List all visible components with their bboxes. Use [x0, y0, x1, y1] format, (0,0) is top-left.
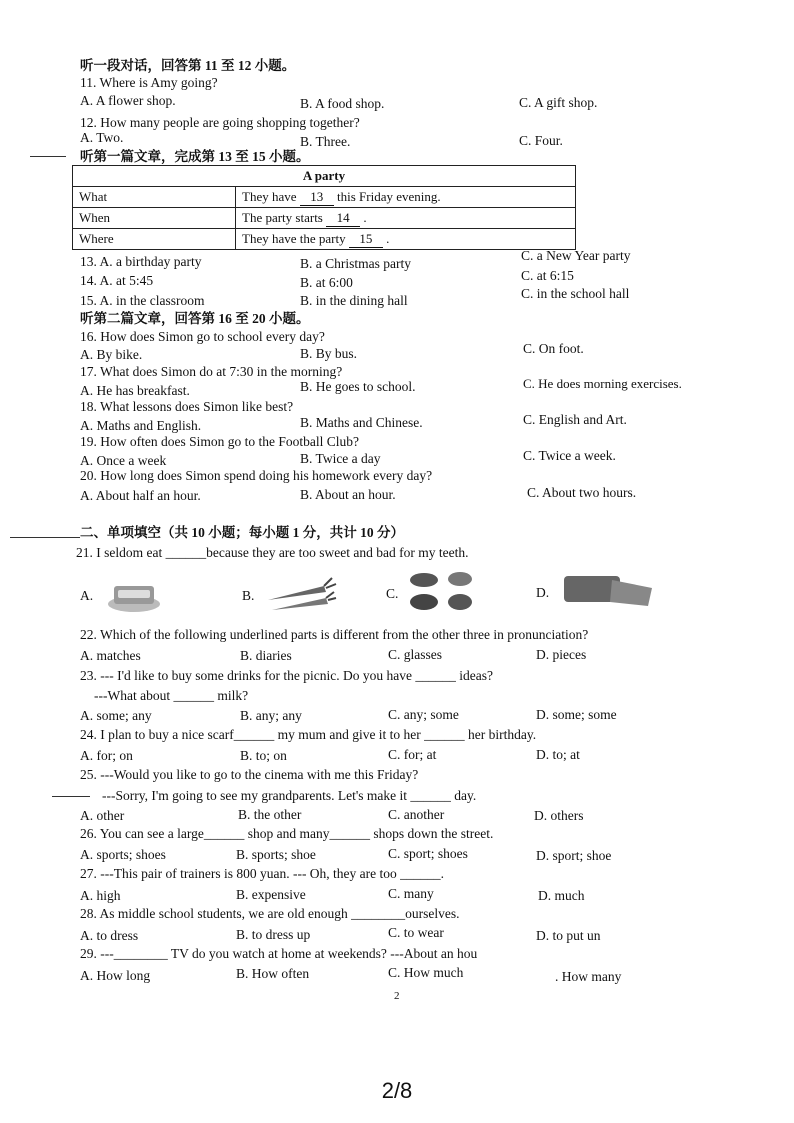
q25-option-a: A. other — [80, 808, 125, 823]
q25-option-d: D. others — [534, 808, 584, 823]
q15-option-c: C. in the school hall — [521, 286, 630, 301]
question-26-stem: 26. You can see a large______ shop and many______ shops down the street. — [80, 826, 494, 841]
q14-option-a: 14. A. at 5:45 — [80, 273, 154, 288]
row-content-where — [236, 229, 576, 250]
q20-option-a: A. About half an hour. — [80, 488, 201, 503]
question-29-stem: 29. ---________ TV do you watch at home at weekends? ---About an hou — [80, 946, 478, 961]
q23-option-b: B. any; any — [240, 708, 302, 723]
q25-option-c: C. another — [388, 807, 445, 822]
q13-option-b: B. a Christmas party — [300, 256, 411, 271]
q18-option-c: C. English and Art. — [523, 412, 627, 427]
q24-option-d: D. to; at — [536, 747, 580, 762]
q17-option-c: C. He does morning exercises. — [523, 376, 682, 391]
cookies-image — [406, 570, 478, 614]
row-text: this Friday evening. — [337, 188, 441, 204]
margin-dash — [30, 156, 66, 157]
row-content-what — [236, 187, 576, 208]
q28-option-b: B. to dress up — [236, 927, 311, 942]
party-table-title: A party — [73, 166, 576, 187]
question-25-stem: 25. ---Would you like to go to the cinema with me this Friday? — [80, 767, 419, 782]
q24-option-a: A. for; on — [80, 748, 133, 763]
q22-option-c: C. glasses — [388, 647, 442, 662]
row-content-when — [236, 208, 576, 229]
q22-option-a: A. matches — [80, 648, 141, 663]
q28-option-c: C. to wear — [388, 925, 444, 940]
row-text: . — [386, 230, 390, 246]
question-16-stem: 16. How does Simon go to school every day? — [80, 329, 325, 344]
q14-option-c: C. at 6:15 — [521, 268, 574, 283]
question-18-stem: 18. What lessons does Simon like best? — [80, 399, 294, 414]
q11-option-a: A. A flower shop. — [80, 93, 176, 108]
margin-dash — [52, 796, 90, 797]
q19-option-b: B. Twice a day — [300, 451, 381, 466]
row-text: They have — [242, 188, 297, 204]
q27-option-a: A. high — [80, 888, 121, 903]
question-23-stem-2: ---What about ______ milk? — [94, 688, 249, 703]
q19-option-c: C. Twice a week. — [523, 448, 616, 463]
q29-option-b: B. How often — [236, 966, 310, 981]
q11-option-b: B. A food shop. — [300, 96, 385, 111]
q12-option-b: B. Three. — [300, 134, 351, 149]
q26-option-b: B. sports; shoe — [236, 847, 316, 862]
question-12-stem: 12. How many people are going shopping together? — [80, 115, 360, 130]
q24-option-c: C. for; at — [388, 747, 437, 762]
q27-option-b: B. expensive — [236, 887, 306, 902]
page-indicator: 2/8 — [381, 1078, 413, 1103]
q13-option-a: 13. A. a birthday party — [80, 254, 202, 269]
section-heading-passage-1: 听第一篇文章，完成第 13 至 15 小题。 — [80, 149, 310, 164]
q27-option-c: C. many — [388, 886, 434, 901]
q15-option-a: 15. A. in the classroom — [80, 293, 205, 308]
row-text: . — [363, 209, 367, 225]
q16-option-a: A. By bike. — [80, 347, 143, 362]
q11-option-c: C. A gift shop. — [519, 95, 598, 110]
row-label-where: Where — [73, 229, 236, 250]
q12-option-c: C. Four. — [519, 133, 563, 148]
row-text: The party starts — [242, 209, 323, 225]
question-25-stem-2: ---Sorry, I'm going to see my grandparents. Let's make it ______ day. — [102, 788, 477, 803]
q21-option-d: D. — [536, 585, 550, 600]
q23-option-c: C. any; some — [388, 707, 459, 722]
q13-option-c: C. a New Year party — [521, 248, 631, 263]
question-19-stem: 19. How often does Simon go to the Football Club? — [80, 434, 359, 449]
margin-dash — [10, 537, 80, 538]
question-11-stem: 11. Where is Amy going? — [80, 75, 218, 90]
page-number: 2 — [394, 990, 400, 1002]
q25-option-b: B. the other — [238, 807, 302, 822]
carrots-image — [264, 574, 338, 614]
q23-option-d: D. some; some — [536, 707, 617, 722]
q21-option-a: A. — [80, 588, 94, 603]
table-row — [73, 208, 576, 229]
question-22-stem: 22. Which of the following underlined parts is different from the other three in pronunciation? — [80, 627, 589, 642]
q26-option-d: D. sport; shoe — [536, 848, 612, 863]
q29-option-d: . How many — [555, 969, 622, 984]
q28-option-d: D. to put un — [536, 928, 601, 943]
q18-option-b: B. Maths and Chinese. — [300, 415, 423, 430]
q20-option-b: B. About an hour. — [300, 487, 396, 502]
q18-option-a: A. Maths and English. — [80, 418, 202, 433]
blank-13: 13 — [300, 189, 334, 206]
q26-option-c: C. sport; shoes — [388, 846, 468, 861]
q21-option-b: B. — [242, 588, 255, 603]
q16-option-c: C. On foot. — [523, 341, 584, 356]
bread-image — [560, 572, 656, 608]
question-23-stem: 23. --- I'd like to buy some drinks for the picnic. Do you have ______ ideas? — [80, 668, 493, 683]
q24-option-b: B. to; on — [240, 748, 287, 763]
question-27-stem: 27. ---This pair of trainers is 800 yuan. --- Oh, they are too ______. — [80, 866, 445, 881]
question-17-stem: 17. What does Simon do at 7:30 in the morning? — [80, 364, 343, 379]
q14-option-b: B. at 6:00 — [300, 275, 353, 290]
q29-option-c: C. How much — [388, 965, 464, 980]
q21-option-c: C. — [386, 586, 399, 601]
table-row — [73, 229, 576, 250]
q29-option-a: A. How long — [80, 968, 151, 983]
table-row — [73, 187, 576, 208]
q15-option-b: B. in the dining hall — [300, 293, 408, 308]
blank-15: 15 — [349, 231, 383, 248]
question-20-stem: 20. How long does Simon spend doing his homework every day? — [80, 468, 433, 483]
q19-option-a: A. Once a week — [80, 453, 167, 468]
row-label-when: When — [73, 208, 236, 229]
q16-option-b: B. By bus. — [300, 346, 358, 361]
row-label-what: What — [73, 187, 236, 208]
question-21-stem: 21. I seldom eat ______because they are too sweet and bad for my teeth. — [76, 545, 469, 560]
cheese-image — [104, 580, 164, 614]
q20-option-c: C. About two hours. — [527, 485, 637, 500]
blank-14: 14 — [326, 210, 360, 227]
q17-option-b: B. He goes to school. — [300, 379, 416, 394]
section-heading-passage-2: 听第二篇文章，回答第 16 至 20 小题。 — [80, 311, 310, 326]
q17-option-a: A. He has breakfast. — [80, 383, 190, 398]
party-table — [72, 165, 576, 250]
q27-option-d: D. much — [538, 888, 585, 903]
q28-option-a: A. to dress — [80, 928, 139, 943]
q22-option-b: B. diaries — [240, 648, 292, 663]
row-text: They have the party — [242, 230, 346, 246]
section-heading-dialogue: 听一段对话，回答第 11 至 12 小题。 — [80, 58, 296, 73]
q23-option-a: A. some; any — [80, 708, 152, 723]
q26-option-a: A. sports; shoes — [80, 847, 166, 862]
q22-option-d: D. pieces — [536, 647, 587, 662]
question-24-stem: 24. I plan to buy a nice scarf______ my mum and give it to her ______ her birthday. — [80, 727, 537, 742]
question-28-stem: 28. As middle school students, we are old enough ________ourselves. — [80, 906, 460, 921]
section-heading-part-2: 二、单项填空（共 10 小题；每小题 1 分，共计 10 分） — [80, 525, 404, 540]
q12-option-a: A. Two. — [80, 130, 124, 145]
